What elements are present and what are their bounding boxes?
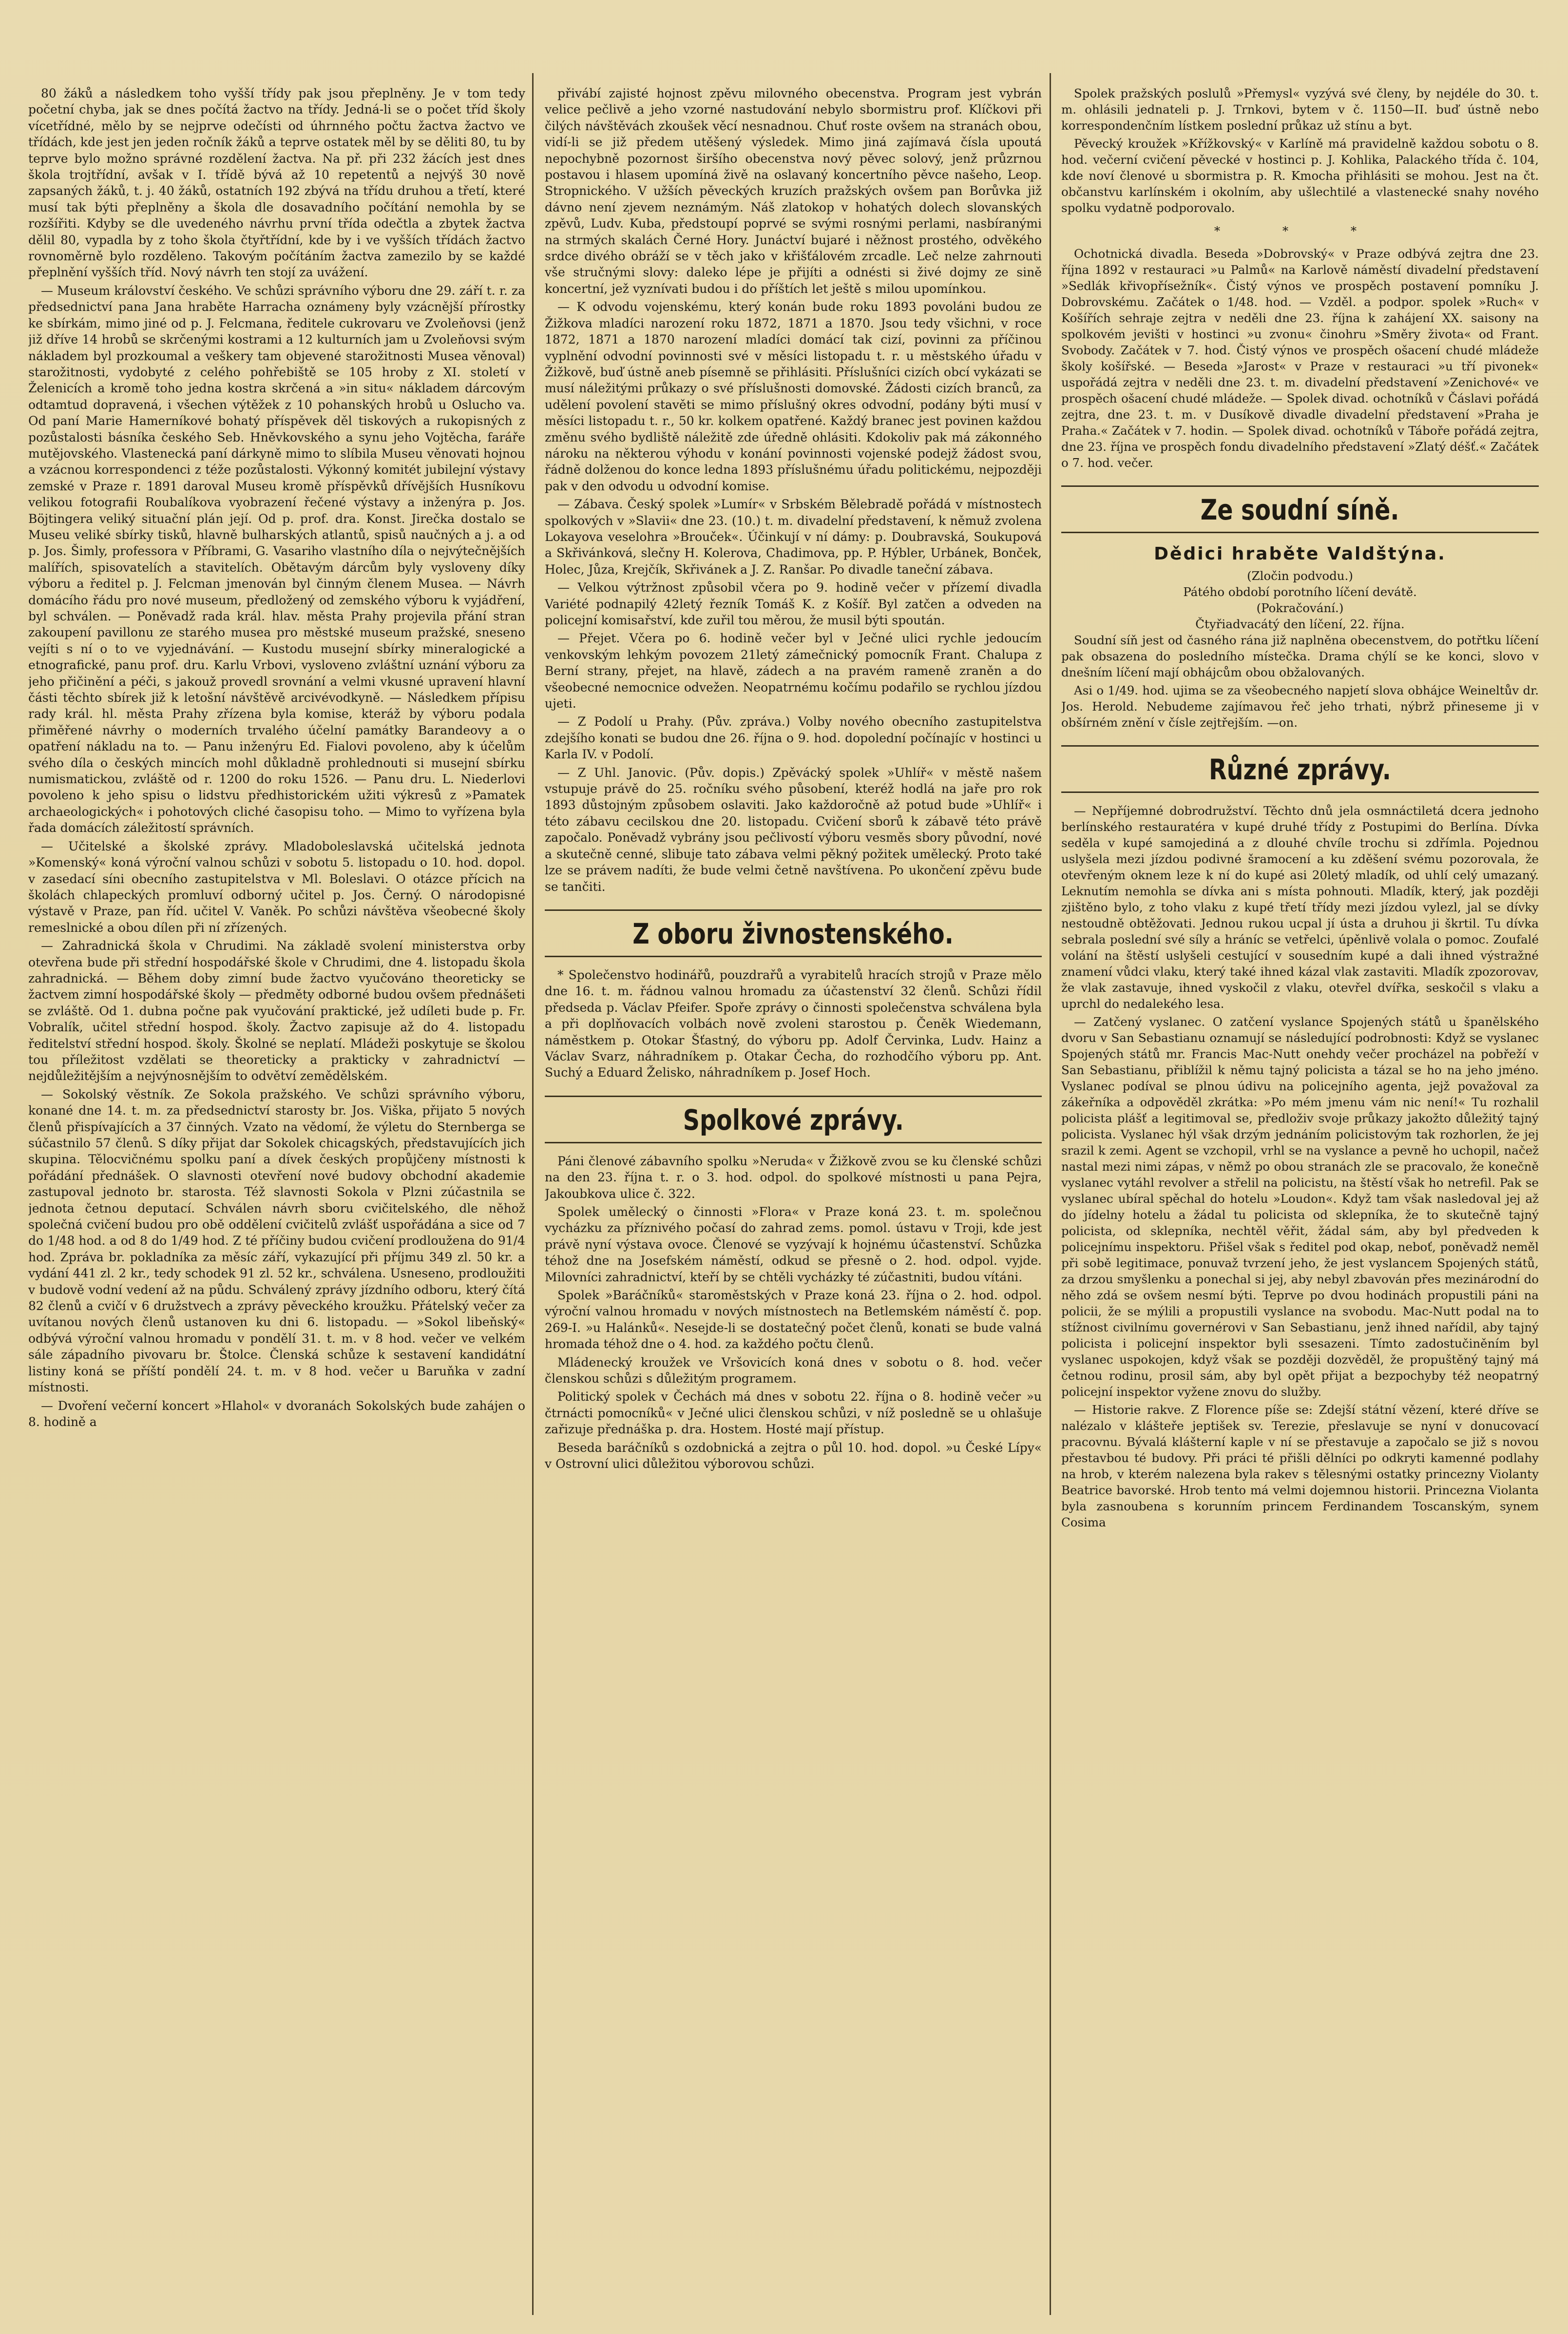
paragraph: — Historie rakve. Z Florence píše se: Zdejší státní vězení, které dříve se nalézalo v klášteře jeptišek sv. Terezie, přeslavuje se nyní v donucovací pracovnu. Bývalá klášterní kaple v ní se přestavuje a započalo se již s novou přestavbou té budovy. Při práci té přišli dělníci po odkryti kamenné podlahy na hrob, v kterém nalezena byla rakev s tělesnými ostatky princezny Violanty Beatrice bavorské. Hrob tento má velmi dojemnou historii. Princezna Violanta byla zasnoubena s korunním princem Ferdinandem Toscanským, synem Cosima [1061,1403,1539,1529]
paragraph: — Z Uhl. Janovic. (Pův. dopis.) Zpěvácký spolek »Uhlíř« v městě našem vstupuje právě do 25. ročníku svého působení, kteréž hodlá na jaře pro rok 1893 důstojným způsobem oslaviti. Jako každoročně až potud bude »Uhlíř« i této zábavu cecilskou dne 20. listopadu. Cvičení sborů k zábavě této právě započalo. Poněvadž vybrány jsou pečlivostí výboru vesměs sbory původní, nové a skutečně cenné, slibuje tato zábava velmi pěkný požitek umělecký. Proto také lze se právem nadíti, že bude velmi četně navštívena. Po ukončení zpěvu bude se tančiti. [545,765,1042,894]
section-heading [545,909,1042,957]
section-heading-text: Ze soudní síně. [1201,493,1399,526]
paragraph: Soudní síň jest od časného rána již naplněna obecenstvem, do potřtku líčení pak obsazena do posledního místečka. Drama chýlí se ke konci, slovo v dnešním líčení mají obhájcům obou obžalovaných. [1061,633,1539,679]
column-3 [1061,85,1539,2308]
paragraph: 80 žáků a následkem toho vyšší třídy pak jsou přeplněny. Je v tom tedy početní chyba, jak se dnes počítá žactvo na třídy. Jedná-li se o počet tříd školy vícetřídné, mělo by se nejprve odečísti od úhrnného počtu žactva žactvo ve třídách, kde jest jen jeden ročník žáků a teprve ostatek měl by se děliti 80, tu by teprve bylo možno správné rozdělení žactva. Na př. při 232 žácích jest dnes škola trojtřídní, avšak v I. třídě bývá až 10 repetentů a nejvýš 30 nově zapsaných žáků, t. j. 40 žáků, ostatních 192 zbývá na třídu druhou a třetí, které musí tak býti přeplněny a škola dle dosavadního počítání nemohla by se rozšířiti. Kdyby se dle uvedeného návrhu první třída odečtla a zbytek žactva dělil 80, vypadla by z toho škola čtyřtřídní, kde by i ve vyšších třídách žactvo rovnoměrně bylo rozděleno. Takovým počítáním žactva zamezilo by se každé přeplnění vyšších tříd. Nový návrh ten stojí za uvážení. [28,86,525,280]
paragraph: — Nepříjemné dobrodružství. Těchto dnů jela osmnáctiletá dcera jednoho berlínského restauratéra v kupé druhé třídy z Postupimi do Berlína. Dívka seděla v kupé samojediná a z dlouhé chvíle trochu si zdřímla. Pojednou uslyšela mezi jízdou podivné šramocení a ku zděšení svému pozorovala, že otevřeným oknem leze k ní do kupé asi 20letý mladík, od uhlí celý umazaný. Leknutím nemohla se dívka ani s místa pohnouti. Mladík, který, jak později zjištěno bylo, z toho vlaku z kupé třetí třídy mezi jízdou vylezl, jal se dívky nestoudně obtěžovati. Jednou rukou ucpal jí ústa a druhou ji škrtil. Tu dívka sebrala poslední své síly a hráníc se vetřelci, úpěnlivě volala o pomoc. Zoufalé volání na štěstí uslyšeli cestující v sousedním kupé a dali ihned výstražné znamení vůdci vlaku, který také ihned kázal vlak zastaviti. Mladík zpozorovav, že vlak zastavuje, ihned vyskočil z vlaku, otevřel dvířka, seskočil s vlaku a uprchl do nedalekého lesa. [1061,804,1539,1011]
paragraph: * Společenstvo hodinářů, pouzdrařů a vyrabitelů hracích strojů v Praze mělo dne 16. t. m. řádnou valnou hromadu za účastenství 32 členů. Schůzi řídil předseda p. Václav Pfeifer. Spoře zprávy o činnosti společenstva schválena byla a při doplňovacích volbách nově zvoleni starostou p. Čeněk Wiedemann, náměstkem p. Otokar Šťastný, do výboru pp. Adolf Červinka, Ludv. Hainz a Václav Svarz, náhradníkem p. Otakar Čecha, do rozhodčího výboru pp. Ant. Suchý a Eduard Želisko, náhradníkem p. Josef Hoch. [545,967,1042,1080]
paragraph: — Zahradnická škola v Chrudimi. Na základě svolení ministerstva orby otevřena bude při střední hospodářské škole v Chrudimi, dne 4. listopadu škola zahradnická. — Během doby zimní bude žactvo vyučováno theoreticky se žactvem zimní hospodářské školy — předměty odborné budou ovšem přednášeti se zvláště. Od 1. dubna počne pak vyučování praktické, jež udíleti bude p. Fr. Vobralík, učitel střední hospod. školy. Žactvo zapisuje až do 4. listopadu ředitelství střední hospod. školy. Školné se neplatí. Mládeži poskytuje se školou tou příležitost vzdělati se theoreticky a prakticky v zahradnictví — nejdůležitějším a nejvýnosnějším to odvětví zemědělském. [28,939,525,1083]
article-subtitle: Čtyřiadvacátý den líčení, 22. října. [1195,617,1405,631]
paragraph: Spolek umělecký o činnosti »Flora« v Praze koná 23. t. m. společnou vycházku za příznivého počasí do zahrad zems. pomol. ústavu v Troji, kde jest právě nyní výstava ovoce. Členové se vyzývají k hojnému účastenství. Schůzka téhož dne na Josefském náměstí, odkud se přesně o 2. hod. odpol. vyjde. Milovníci zahradnictví, kteří by se chtěli vycházky té zúčastniti, budou vítáni. [545,1204,1042,1284]
paragraph: — Učitelské a školské zprávy. Mladoboleslavská učitelská jednota »Komenský« koná výroční valnou schůzi v sobotu 5. listopadu o 10. hod. dopol. v zasedací síni obecního zastupitelstva v Ml. Boleslavi. O otázce přícich na školách chlapeckých promluví odborný učitel p. Jos. Černý. O národopisné výstavě v Praze, pan říd. učitel V. Vaněk. Po schůzi návštěva všeobecné školy remeslnické a obou dílen při ní zřízených. [28,839,525,935]
column-1 [28,85,525,2308]
paragraph: — Z Podolí u Prahy. (Pův. zpráva.) Volby nového obecního zastupitelstva zdejšího konati se budou dne 26. října o 9. hod. dopolední počínajíc v hostinci u Karla IV. v Podolí. [545,714,1042,762]
paragraph: — Zatčený vyslanec. O zatčení vyslance Spojených států u španělského dvoru v San Sebastianu oznamují se následující podrobnosti: Když se vyslanec Spojených států mr. Francis Mac-Nutt onehdy večer procházel na pobřeží v San Sebastianu, přiblížil k němu tajný policista a tázal se ho na jeho jméno. Vyslanec podíval se plnou údivu na policejního agenta, jejž považoval za zákeřníka a odpověděl zkrátka: »Po mém jmenu vám nic není!« Tu rozhalil policista plášť a legitimoval se, předloživ svoje průkazy jakožto důležitý tajný policista. Vyslanec hýl však drzým jednáním policistovým tak rozhorlen, že jej srazil k zemi. Agent se vzchopil, vrhl se na vyslance a pevně ho uchopil, načež nastal mezi nimi zápas, v němž po obou stranách zle se pracovalo, že konečně vyslanec vytáhl revolver a střelil na policistu, na štěstí však ho netrefil. Pak se vyslanec ubíral spěchal do hotelu »Loudon«. Když tam však nasledoval jej až do jídelny hotelu a žádal tu policista od sklepníka, že to skutečně tajný policista, od sklepníka, nechtěl věřit, žádal sám, aby byl předveden k policejnímu inspektoru. Přišel však s ředitel pod okap, neboť, poněvadž neměl při sobě legitimace, ponuvaž tvrzení jeho, že jest vyslancem Spojených států, za drzou smyšlenku a ponechal si jej, aby nebyl zbavován přes mezinárodní do něho zdá se ovšem nesmí býti. Teprve po dvou hodinách propustili páni na policii, že se mýlili a propustili vyslance na svobodu. Mac-Nutt podal na to stížnost civilnímu governérovi v San Sebastianu, jenž ihned nařídil, aby tajný policista i policejní inspektor byli ssesazeni. Tímto zadostučiněním byl vyslanec uspokojen, když však se později dozvěděl, že propuštěný tajný má četnou rodinu, prosil sám, aby byl opět přijat a bezpochyby též neopatrný policejní inspektor vyžene znovu do služby. [1061,1015,1539,1399]
paragraph: — Sokolský věstník. Ze Sokola pražského. Ve schůzi správního výboru, konané dne 14. t. m. za předsednictví starosty br. Jos. Viška, přijato 5 nových členů přispívajících a 37 činných. Vzato na vědomí, že výletu do Sternberga se súčastnilo 57 členů. S díky přijat dar Sokolek chicagských, představujících jich skupina. Tělocvičnému spolku paní a dívek českých propůjčeny místnosti k pořádání přednášek. O slavnosti otevření nové budovy obchodní akademie zastupoval jednoto br. starosta. Též slavnosti Sokola v Plzni zúčastnila se jednota četnou deputací. Schválen návrh sboru cvičitelského, dle něhož společná cvičení budou pro obě oddělení cvičitelů zvlášť uspořádána a sice od 7 do 1/48 hod. a od 8 do 1/49 hod. Z té příčiny budou cvičení prodloužena do 91/4 hod. Zpráva br. pokladníka za měsíc září, vykazující při příjmu 349 zl. 50 kr. a vydání 441 zl. 2 kr., tedy schodek 91 zl. 52 kr., schválena. Usneseno, prodloužiti v budově vodní vedení až na půdu. Schválený zprávy jízdního odboru, který čítá 82 členů a cvičí v 6 družstvech a zprávy pěveckého kroužku. Přátelský večer za uvítanou nových členů ustanoven ku dni 6. listopadu. — »Sokol libeňský« odbývá výroční valnou hromadu v pondělí 31. t. m. v 8 hod. večer ve velkém sále západního pivovaru br. Štolce. Členská schůze k sestavení kandidátní listiny koná se příští pondělí 24. t. m. v 8 hod. večer u Baruňka v zadní místnosti. [28,1087,525,1395]
article-title: Dědici hraběte Valdštýna. [1154,544,1446,564]
paragraph: Mládenecký kroužek ve Vršovicích koná dnes v sobotu o 8. hod. večer členskou schůzi s důležitým programem. [545,1355,1042,1386]
column-rule [1050,73,1051,2315]
paragraph: — Zábava. Český spolek »Lumír« v Srbském Bělebradě pořádá v místnostech spolkových v »Slavii« dne 23. (10.) t. m. divadelní představení, k němuž zvolena Lokayova veselohra »Brouček«. Účinkují v ní dámy: p. Doubravská, Soukupová a Skřivánková, slečny H. Kolerova, Chadimova, pp. P. Hýbler, Urbánek, Bonček, Holec, Jůza, Krejčík, Skřivánek a J. Z. Ranšar. Po divadle taneční zábava. [545,497,1042,577]
paragraph: — Museum království českého. Ve schůzi správního výboru dne 29. září t. r. za předsednictví pana Jana hraběte Harracha oznámeny byly vzácnější přírostky ke sbírkám, mimo jiné od p. J. Felcmana, ředitele cukrovaru ve Zvoleňovsi (jenž již dříve 14 hrobů se skrčenými kostrami a 12 kulturních jam u Zvoleňovsi svým nákladem byl prozkoumal a veškery tam objevené starožitnosti Musea věnoval) starožitnosti, vydobyté z celého pohřebiště se 105 hroby z XI. století v Želenicích a kromě toho jedna kostra skrčená a »in situ« nákladem dárcovým odtamtud dopravená, i všechen výtěžek z 10 pohanských hrobů u Oslucho va. Od paní Marie Hamerníkové bohatý příspěvek děl tiskových a rukopisných z pozůstalosti básníka českého Seb. Hněvkovského a synu jeho Vojtěcha, faráře mutějovského. Vlastenecká paní dárkyně mimo to slíbila Museu věnovati hojnou a vzácnou korrespondenci z téže pozůstalosti. Výkonný komitét jubilejní výstavy zemské v Praze r. 1891 daroval Museu kromě příspěvků dřívějších Husníkovu velikou fotografii Roubalíkova vyobrazení řečené výstavy a inženýra p. Jos. Böjtingera veliký situační plán její. Od p. prof. dra. Konst. Jirečka dostalo se Museu veliké sbírky tisků, hlavně bulharských atlantů, spisů naučných a j. a od p. Jos. Šimly, professora v Příbrami, G. Vasariho vlastního díla o nejvýtečnějších malířích, spisovatelích a stavitelích. Obětavým dárcům byly vysloveny díky výboru a ředitel p. J. Felcman jmenován byl činným členem Musea. — Návrh domácího řádu pro nové museum, předložený od zemského výboru k vyjádření, byl schválen. — Poněvadž rada král. hlav. města Prahy projevila přání stran zakoupení pavillonu ze starého musea pro městské museum pražské, sneseno vejíti s ní o to ve vyjednávání. — Kustodu musejní sbírky mineralogické a etnografické, panu prof. dru. Karlu Vrbovi, vysloveno zvláštní uznání výboru za jeho přičinění a péči, s jakouž provedl srovnání a velmi vkusné upravení hlavní části těchto sbírek již k letošní návštěvě arcivévodkyně. — Následkem přípisu rady král. hl. města Prahy zřízena byla komise, kteráž by výboru podala přiměřené návrhy o moderních trvalého účelní památky Barandeovy a o opatření nákladu na to. — Panu inženýru Ed. Fialovi povoleno, aby k účelům svého díla o českých mincích mohl důkladně prohlednouti si musejní sbírku numismatickou, zvláště od r. 1200 do roku 1526. — Panu dru. L. Niederlovi povoleno k jeho spisu o lidstvu předhistorickém užiti výkresů z »Pamatek archaeologických« i pohotových cliché časopisu toho. — Mimo to vyřízena byla řada domácích záležitostí správních. [28,283,525,835]
paragraph: Spolek pražských poslulů »Přemysl« vyzývá své členy, by nejdéle do 30. t. m. ohlásili jednateli p. J. Trnkovi, bytem v č. 1150—II. buď ústně nebo korrespondenčním lístkem poslední průkaz už stínu a byt. [1061,86,1539,133]
paragraph: Politický spolek v Čechách má dnes v sobotu 22. října o 8. hodině večer »u čtrnácti pomocníků« v Ječné ulici členskou schůzi, v níž posledně se u ohlašuje zařizuje přednáška p. dra. Hostem. Hosté mají přístup. [545,1389,1042,1437]
article-subtitle: Pátého období porotního líčení devátě. [1183,585,1417,599]
section-heading-text: Různé zprávy. [1209,753,1391,786]
paragraph: Páni členové zábavního spolku »Neruda« v Žižkově zvou se ku členské schůzi na den 23. října t. r. o 3. hod. odpol. do spolkové místnosti u pana Pejra, Jakoubkova ulice č. 322. [545,1154,1042,1201]
paragraph: — Přejet. Včera po 6. hodině večer byl v Ječné ulici rychle jedoucím venkovským lehkým povozem 21letý zámečnický pomocník Frant. Chalupa z Berní strany, přejet, na hlavě, zádech a na pravém rameně zraněn a do všeobecné nemocnice odvežen. Neopatrnému kočímu podařilo se rychlou jízdou ujeti. [545,631,1042,711]
paragraph: Beseda baráčníků s ozdobnická a zejtra o půl 10. hod. dopol. »u České Lípy« v Ostrovní ulici důležitou výborovou schůzi. [545,1440,1042,1471]
paragraph: Ochotnická divadla. Beseda »Dobrovský« v Praze odbývá zejtra dne 23. října 1892 v restauraci »u Palmů« na Karlově náměstí divadelní představení »Sedlák křivopřísežník«. Čistý výnos ve prospěch postavení pomníku J. Dobrovskému. Začátek o 1/48. hod. — Vzděl. a podpor. spolek »Ruch« v Košířích sehraje zejtra v neděli dne 23. října k zahájení XX. saisony na spolkovém jevišti v hostinci »u zvonu« činohru »Směry života« od Frant. Svobody. Začátek v 7. hod. Čistý výnos ve prospěch ošacení chudé mládeže školy košířské. — Beseda »Jarost« v Praze v restauraci »u tří pivonek« uspořádá zejtra v neděli dne 23. t. m. divadelní představení »Zenichové« ve prospěch ošacení chudé mládeže. — Spolek divad. ochotníků v Čáslavi pořádá zejtra, dne 23. t. m. v Dusíkově divadle divadelní představení »Praha je Praha.« Začátek v 7. hodin. — Spolek divad. ochotníků v Táboře pořádá zejtra, dne 23. října ve prospěch fondu divadelního představení »Zlatý déšť.« Začátek o 7. hod. večer. [1061,247,1539,470]
paragraph: přivábí zajisté hojnost zpěvu milovného obecenstva. Program jest vybrán velice pečlivě a jeho vzorné nastudování nebylo sbormistru prof. Klíčkovi při čilých návštěvách zkoušek věcí nesnadnou. Chuť roste ovšem na stranách obou, vidí-li se již předem utěšený výsledek. Mimo jiná zajímavá čísla upoutá nepochybně pozornost širšího obecenstva nový pěvec solový, jenž průzrnou postavou i hlasem upomíná živě na oslavaný koncertního pěvce našeho, Leop. Stropnického. V užších pěveckých kruzích pražských ovšem pan Borůvka již dávno není zjevem neznámým. Náš zlatokop v hohatých dolech slovanských zpěvů, Ludv. Kuba, předstoupí poprvé se svými rosnými perlami, nasbíranými na strmých skalách Černé Hory. Junáctví bujaré i něžnost prostého, odvěkého srdce divého obráží se v těch jako v křišťálovém zrcadle. Leč nelze zahrnouti vše stručnými slovy: daleko lépe je přijíti a odnésti si živé dojmy ze sině koncertní, jež vyznívati budou i do příštích let ještě s milou upomínkou. [545,86,1042,296]
separator-stars: * * * [1214,224,1386,238]
paragraph: — K odvodu vojenskému, který konán bude roku 1893 povoláni budou ze Žižkova mladíci narození roku 1872, 1871 a 1870. Jsou tedy všichni, v roce 1872, 1871 a 1870 narození mladíci domácí tak cizí, povinni za příčinou vyplnění odvodní povinnosti své v měsíci listopadu t. r. u městského úřadu v Žižkově, buď ústně aneb písemně se přihlásiti. Příslušníci cizích obcí vykázati se musí náležitými průkazy o své příslušnosti domovské. Žádosti cizích branců, za udělení povolení stavěti se mimo příslušný okres odvodní, podány býti musí v měsíci listopadu t. r., 50 kr. kolkem opatřené. Každý branec jest povinen každou změnu svého bydliště náležitě zde úředně ohlásiti. Kdokoliv pak má zákonného nároku na některou výhodu v konání povinnosti vojenské podejž žádost svou, řádně dolženou do konce ledna 1893 příslušnému úřadu politickému, nejpozději pak v den odvodu u odvodní komise. [545,300,1042,493]
section-heading-text: Spolkové zprávy. [683,1103,904,1137]
paragraph: — Velkou výtržnost způsobil včera po 9. hodině večer v přízemí divadla Variété podnapilý 42letý řezník Tomáš K. z Košíř. Byl zatčen a odveden na policejní komisařství, kde zuřil tou měrou, že musil býti spoután. [545,580,1042,627]
article-subtitle: (Zločin podvodu.) [1247,569,1353,583]
paragraph: Asi o 1/49. hod. ujima se za všeobecného napjetí slova obhájce Weineltův dr. Jos. Herold. Nebudeme zajímavou řeč jeho trhati, nýbrž přineseme ji v obšírném znění v čísle zejtřejším. —on. [1061,683,1539,730]
section-heading-text: Z oboru živnostenského. [632,917,954,950]
paragraph: Pěvecký kroužek »Křížkovský« v Karlíně má pravidelně každou sobotu o 8. hod. večerní cvičení pěvecké v hostinci p. J. Kohlika, Palackého třída č. 104, kde noví členové u sbormistra p. R. Kmocha přihlásiti se mohou. Jest na čt. občanstvu karlínském i okolním, aby ušlechtilé a vlastenecké snahy nového spolku vydatně podporovalo. [1061,136,1539,215]
section-heading [545,1096,1042,1143]
article-subtitle: (Pokračování.) [1256,601,1344,615]
column-rule [532,73,534,2315]
paragraph: Spolek »Baráčníků« staroměstských v Praze koná 23. října o 2. hod. odpol. výroční valnou hromadu v nových místnostech na Betlemském náměstí č. pop. 269-I. »u Halánků«. Nesejde-li se dostatečný počet členů, konati se bude valná hromada téhož dne o 4. hod. za každého počtu členů. [545,1288,1042,1351]
column-2 [545,85,1042,2308]
section-heading [1061,485,1539,533]
section-heading [1061,745,1539,793]
paragraph: — Dvoření večerní koncert »Hlahol« v dvoranách Sokolských bude zahájen o 8. hodině a [28,1398,525,1429]
